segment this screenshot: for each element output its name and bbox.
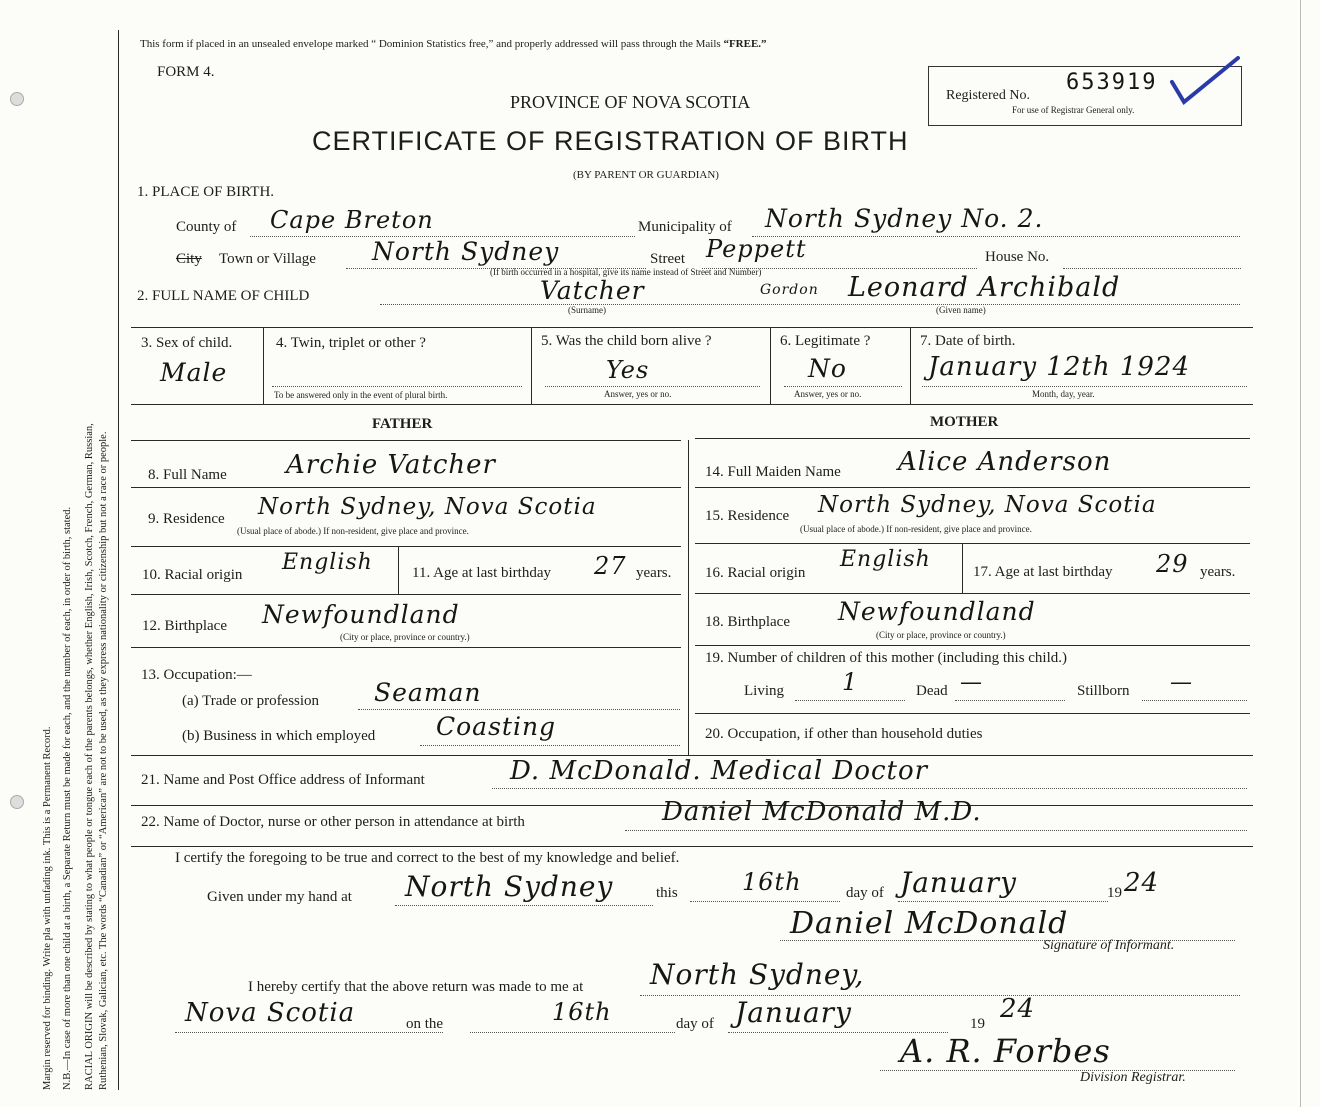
right-edge — [1300, 0, 1301, 1107]
given-place-value: North Sydney — [405, 870, 614, 903]
mother-age-value: 29 — [1156, 550, 1189, 578]
mother-residence-value: North Sydney, Nova Scotia — [818, 492, 1157, 518]
mother-birthplace-label: 18. Birthplace — [705, 614, 790, 630]
hospital-note: (If birth occurred in a hospital, give its name instead of Street and Number) — [490, 267, 762, 277]
registrar-day-of-label: day of — [676, 1016, 714, 1032]
mother-residence-label: 15. Residence — [705, 508, 790, 524]
registrar-year-prefix: 19 — [970, 1016, 985, 1032]
given-name-caption: (Given name) — [936, 305, 986, 315]
dead-value: — — [960, 670, 983, 695]
registrar-statement: I hereby certify that the above return was made to me at — [248, 979, 584, 995]
child-surname-value: Vatcher — [540, 276, 645, 305]
mother-heading: MOTHER — [930, 414, 999, 430]
binding-hole-bottom — [10, 795, 24, 809]
registrar-general-note: For use of Registrar General only. — [1012, 105, 1135, 115]
father-age-label: 11. Age at last birthday — [412, 565, 551, 581]
mother-children-label: 19. Number of children of this mother (including this child.) — [705, 650, 1068, 666]
margin-note-racial-origin-cont: Ruthenian, Slovak, Galician, etc. The words “Canadian” or “American” are not to be used, as they express nationality or citizenship but not a race or people. — [98, 431, 109, 1090]
father-trade-value: Seaman — [374, 678, 482, 707]
stillborn-value: — — [1170, 670, 1193, 695]
father-residence-value: North Sydney, Nova Scotia — [258, 494, 597, 520]
mother-years-label: years. — [1200, 564, 1236, 580]
father-birthplace-label: 12. Birthplace — [142, 618, 227, 634]
mail-notice: This form if placed in an unsealed envelope marked “ Dominion Statistics free,” and properly addressed will pass through the Mails “FREE.” — [140, 38, 767, 50]
margin-note-multiple-birth: N.B.—In case of more than one child at a birth, a Separate Return must be made for each, and the number of each, in order of birth, stated. — [62, 506, 73, 1090]
place-of-birth-heading: 1. PLACE OF BIRTH. — [137, 184, 275, 200]
page-subtitle: (BY PARENT OR GUARDIAN) — [573, 169, 719, 181]
father-trade-label: (a) Trade or profession — [182, 693, 320, 709]
given-under-label: Given under my hand at — [207, 889, 352, 905]
dob-note: Month, day, year. — [1032, 389, 1095, 399]
town-value: North Sydney — [372, 237, 560, 266]
mother-occupation-label: 20. Occupation, if other than household duties — [705, 726, 983, 742]
informant-label: 21. Name and Post Office address of Informant — [141, 772, 425, 788]
given-year-prefix: 19 — [1107, 885, 1122, 901]
given-month-value: January — [900, 866, 1017, 899]
given-year-value: 24 — [1124, 868, 1160, 898]
street-label: Street — [650, 251, 685, 267]
mother-racial-value: English — [840, 547, 931, 572]
sex-value: Male — [160, 358, 228, 387]
checkmark-icon — [1168, 54, 1242, 106]
father-heading: FATHER — [372, 416, 433, 432]
dead-label: Dead — [916, 683, 948, 699]
mother-birthplace-value: Newfoundland — [838, 597, 1036, 626]
registrar-signature: A. R. Forbes — [900, 1032, 1111, 1070]
registered-number: 653919 — [1066, 70, 1158, 95]
father-business-label: (b) Business in which employed — [182, 728, 376, 744]
legitimate-note: Answer, yes or no. — [794, 389, 862, 399]
certify-statement: I certify the foregoing to be true and correct to the best of my knowledge and belief. — [175, 850, 680, 866]
form-number: FORM 4. — [157, 64, 215, 80]
father-occupation-label: 13. Occupation:— — [141, 667, 252, 683]
alive-value: Yes — [606, 356, 650, 384]
stillborn-label: Stillborn — [1077, 683, 1130, 699]
informant-value: D. McDonald. Medical Doctor — [510, 756, 929, 786]
given-day-of-label: day of — [846, 885, 884, 901]
municipality-value: North Sydney No. 2. — [765, 204, 1044, 233]
registrar-caption: Division Registrar. — [1080, 1070, 1186, 1085]
father-years-label: years. — [636, 565, 672, 581]
margin-note-racial-origin: RACIAL ORIGIN will be described by stating to what people or tongue each of the parents belongs, whether English, Irish, Scotch, French, German, Russian, — [84, 423, 95, 1090]
legitimate-value: No — [808, 354, 847, 383]
father-birthplace-value: Newfoundland — [262, 600, 460, 629]
living-label: Living — [744, 683, 784, 699]
doctor-label: 22. Name of Doctor, nurse or other person in attendance at birth — [141, 814, 525, 830]
child-name-label: 2. FULL NAME OF CHILD — [137, 288, 310, 304]
mother-name-label: 14. Full Maiden Name — [705, 464, 841, 480]
mother-racial-label: 16. Racial origin — [705, 565, 806, 581]
father-birthplace-note: (City or place, province or country.) — [340, 632, 470, 642]
county-value: Cape Breton — [270, 206, 434, 234]
city-label: City — [176, 251, 202, 267]
registrar-place-value: North Sydney, — [650, 958, 865, 991]
alive-note: Answer, yes or no. — [604, 389, 672, 399]
registered-label: Registered No. — [946, 88, 1030, 103]
father-racial-value: English — [282, 550, 373, 575]
page-title: CERTIFICATE OF REGISTRATION OF BIRTH — [312, 126, 909, 156]
informant-signature-caption: Signature of Informant. — [1043, 938, 1175, 953]
twin-note: To be answered only in the event of plural birth. — [274, 390, 448, 400]
this-label: this — [656, 885, 678, 901]
doctor-value: Daniel McDonald M.D. — [662, 797, 982, 827]
mother-residence-note: (Usual place of abode.) If non-resident, give place and province. — [800, 524, 1032, 534]
registrar-on-the-label: on the — [406, 1016, 444, 1032]
dob-value: January 12th 1924 — [928, 352, 1191, 382]
province-heading: PROVINCE OF NOVA SCOTIA — [510, 92, 751, 112]
mother-birthplace-note: (City or place, province or country.) — [876, 630, 1006, 640]
municipality-label: Municipality of — [638, 219, 732, 235]
father-racial-label: 10. Racial origin — [142, 567, 243, 583]
father-name-label: 8. Full Name — [148, 467, 227, 483]
registrar-day-value: 16th — [552, 998, 612, 1026]
surname-caption: (Surname) — [568, 305, 606, 315]
father-residence-note: (Usual place of abode.) If non-resident, give place and province. — [237, 526, 469, 536]
father-business-value: Coasting — [436, 712, 557, 741]
margin-note-binding: Margin reserved for binding. Write pla with unfading ink. This is a Permanent Record. — [42, 726, 53, 1090]
registrar-place-value-2: Nova Scotia — [185, 998, 356, 1028]
given-day-value: 16th — [742, 868, 802, 896]
margin-rule — [118, 30, 119, 1090]
twin-label: 4. Twin, triplet or other ? — [276, 335, 426, 351]
father-age-value: 27 — [594, 552, 627, 580]
informant-signature: Daniel McDonald — [790, 906, 1069, 941]
registrar-year-value: 24 — [1000, 994, 1036, 1024]
registrar-month-value: January — [735, 996, 852, 1029]
father-residence-label: 9. Residence — [148, 511, 225, 527]
street-value: Peppett — [706, 235, 807, 263]
town-label: Town or Village — [219, 251, 316, 267]
father-name-value: Archie Vatcher — [286, 450, 496, 480]
sex-label: 3. Sex of child. — [141, 335, 233, 351]
dob-label: 7. Date of birth. — [920, 333, 1016, 349]
alive-label: 5. Was the child born alive ? — [541, 333, 712, 349]
child-given-value: Leonard Archibald — [848, 272, 1121, 303]
legitimate-label: 6. Legitimate ? — [780, 333, 871, 349]
binding-hole-top — [10, 92, 24, 106]
county-label: County of — [176, 219, 237, 235]
house-label: House No. — [985, 249, 1050, 265]
child-given-small-value: Gordon — [760, 282, 819, 298]
living-value: 1 — [842, 668, 859, 696]
mother-age-label: 17. Age at last birthday — [973, 564, 1113, 580]
mother-name-value: Alice Anderson — [898, 447, 1112, 477]
